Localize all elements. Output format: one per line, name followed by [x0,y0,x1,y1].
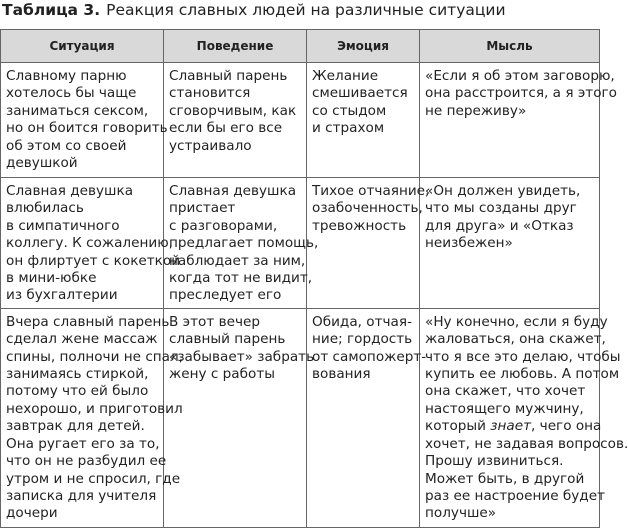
cell-line: когда тот не видит, [169,270,313,287]
header-behavior: Поведение [164,30,307,63]
cell-line: Желание [312,68,379,84]
cell-line: завтрак для детей. [6,418,145,435]
cell-line: она расстроится, а я этого [425,85,617,102]
cell-line-emphasis [425,418,602,435]
cell-line: вования [312,366,371,383]
cell-line: заниматься сексом, [6,102,149,119]
table-caption [2,0,506,22]
cell-line: сговорчивым, как [169,102,297,119]
situation-cell [1,308,184,527]
cell-line: девушкой [6,155,78,172]
cell-line: славный парень [169,331,286,348]
cell-line: если бы его все [169,120,283,137]
cell-line: хотелось бы чаще [6,85,137,102]
cell-line: Вчера славный парень [6,313,170,330]
emotion-cell [307,308,427,527]
table-number: Таблица 3. [2,1,101,19]
cell-line: ние; гордость [312,331,413,348]
cell-line: раз ее настроение будет [425,487,605,504]
cell-line: хочет, не задавая вопросов. [425,435,628,452]
emotion-cell [307,63,420,178]
cell-line: получше» [425,505,497,522]
behavior-cell [164,63,307,178]
cell-line: В этот вечер [169,313,260,330]
cell-line: об этом со своей [6,137,127,154]
cell-line: предлагает помощь, [169,235,319,252]
header-situation: Ситуация [1,30,164,63]
situation-cell [1,178,181,309]
cell-line: жену с работы [169,366,275,383]
cell-line: со стыдом [312,102,387,119]
cell-line: влюбилась [6,200,84,217]
cell-line: смешивается [312,85,408,102]
cell-line: занимаясь стиркой, [6,366,149,383]
reactions-table [0,29,628,528]
cell-line: наблюдает за ним, [169,252,306,269]
cell-line: из бухгалтерии [6,287,118,304]
cell-line: с разговорами, [169,217,278,234]
cell-line: Тихое отчаяние, [312,183,430,199]
cell-line: записка для учителя [6,487,157,504]
line-end: , чего она [531,418,602,435]
cell-line: но он боится говорить [6,120,168,137]
cell-line: дочери [6,505,58,522]
cell-line: в мини-юбке [6,270,97,287]
cell-line: от самопожерт- [312,348,427,365]
cell-line: Славная девушка [6,183,134,199]
cell-line: что я все это делаю, чтобы [425,348,621,365]
cell-line: для друга» и «Отказ [425,217,574,234]
cell-line: неизбежен» [425,235,513,252]
behavior-cell [164,308,315,527]
table-row [1,178,600,309]
cell-line: купить ее любовь. А потом [425,366,620,383]
cell-line: и страхом [312,120,385,137]
thought-cell [420,63,617,178]
cell-line: жаловаться, она скажет, [425,331,606,348]
cell-line: что он не разбудил ее [6,453,167,470]
line-start: который [425,418,491,435]
cell-line: тревожность [312,217,407,234]
cell-line: Славная девушка [169,183,297,199]
cell-line: она скажет, что хочет [425,383,586,400]
thought-cell [420,178,600,309]
emphasized-word: знает [490,418,532,435]
cell-line: Она ругает его за то, [6,435,160,452]
cell-line: что мы созданы друг [425,200,577,217]
cell-line: Славный парень [169,68,288,84]
cell-line: «Ну конечно, если я буду [425,313,608,330]
cell-line: пристает [169,200,236,217]
table-title: Реакция славных людей на различные ситуации [106,1,506,19]
cell-line: становится [169,85,251,102]
cell-line: утром и не спросил, где [6,470,181,487]
cell-line: настоящего мужчину, [425,400,584,417]
cell-line: в симпатичного [6,217,120,234]
behavior-cell [164,178,319,309]
cell-line: потому что ей было [6,383,149,400]
table-row [1,63,600,178]
cell-line: «Он должен увидеть, [425,183,581,199]
cell-line: коллегу. К сожалению, [6,235,173,252]
cell-line: преследует его [169,287,282,304]
situation-cell [1,63,168,178]
cell-line: Обида, отчая- [312,313,412,330]
cell-line: устраивало [169,137,252,154]
header-row [1,30,600,63]
cell-line: «Если я об этом заговорю, [425,68,615,84]
cell-line: «забывает» забрать [169,348,315,365]
header-emotion: Эмоция [307,30,420,63]
cell-line: не переживу» [425,102,527,119]
emotion-cell [307,178,430,309]
cell-line: Славному парню [6,68,127,84]
cell-line: нехорошо, и приготовил [6,400,183,417]
cell-line: сделал жене массаж [6,331,158,348]
header-thought: Мысль [420,30,600,63]
table-row [1,308,600,527]
cell-line: спины, полночи не спал, [6,348,184,365]
cell-line: он флиртует с кокеткой [6,252,181,269]
thought-cell [420,308,628,527]
cell-line: Может быть, в другой [425,470,585,487]
cell-line: Прошу извиниться. [425,453,564,470]
cell-line: озабоченность, [312,200,423,217]
